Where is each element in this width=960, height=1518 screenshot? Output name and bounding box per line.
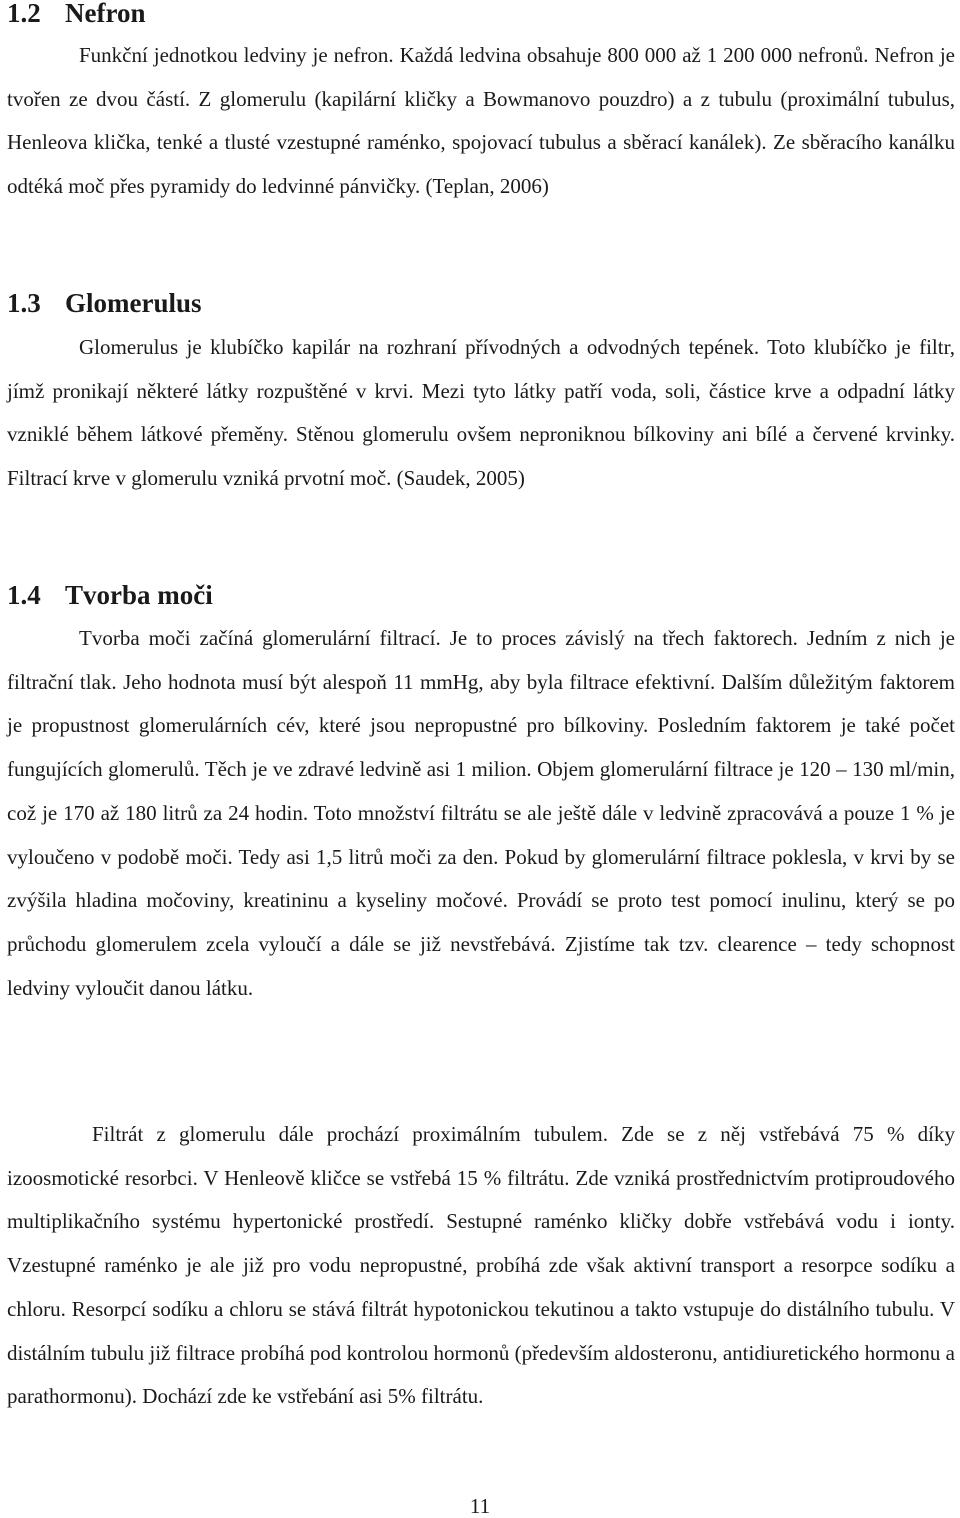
section-title: Glomerulus (65, 288, 202, 318)
section-number: 1.4 (7, 580, 41, 610)
section-title: Tvorba moči (65, 580, 213, 610)
page-number: 11 (469, 1494, 491, 1518)
section-heading-tvorba-moci (7, 580, 213, 610)
paragraph-tvorba-moci-1: Tvorba moči začíná glomerulární filtrací. Je to proces závislý na třech faktorech. Jedním z nich je filtrační tlak. Jeho hodnota musí být alespoň 11 mmHg, aby byla filtrace efektivní. Dalším důležitým faktorem je propustnost glomerulárních cév, které jsou nepropustné pro bílkoviny. Posledním faktorem je také počet fungujících glomerulů. Těch je ve zdravé ledvině asi 1 milion. Objem glomerulární filtrace je 120 – 130 ml/min, což je 170 až 180 litrů za 24 hodin. Toto množství filtrátu se ale ještě dále v ledvině zpracovává a pouze 1 % je vyloučeno v podobě moči. Tedy asi 1,5 litrů moči za den. Pokud by glomerulární filtrace poklesla, v krvi by se zvýšila hladina močoviny, kreatininu a kyseliny močové. Provádí se proto test pomocí inulinu, který se po průchodu glomerulem zcela vyloučí a dále se již nevstřebává. Zjistíme tak tzv. clearence – tedy schopnost ledviny vyloučit danou látku. (7, 626, 955, 1000)
section-heading-glomerulus (7, 288, 202, 318)
section-title: Nefron (65, 0, 146, 28)
section-number: 1.2 (7, 0, 41, 28)
paragraph-nefron: Funkční jednotkou ledviny je nefron. Každá ledvina obsahuje 800 000 až 1 200 000 nefronů. Nefron je tvořen ze dvou částí. Z glomerulu (kapilární kličky a Bowmanovo pouzdro) a z tubulu (proximální tubulus, Henleova klička, tenké a tlusté vzestupné raménko, spojovací tubulus a sběrací kanálek). Ze sběracího kanálku odtéká moč přes pyramidy do ledvinné pánvičky. (Teplan, 2006) (7, 43, 955, 199)
paragraph-glomerulus: Glomerulus je klubíčko kapilár na rozhraní přívodných a odvodných tepének. Toto klubíčko je filtr, jímž pronikají některé látky rozpuštěné v krvi. Mezi tyto látky patří voda, soli, částice krve a odpadní látky vzniklé během látkové přeměny. Stěnou glomerulu ovšem neproniknou bílkoviny ani bílé a červené krvinky. Filtrací krve v glomerulu vzniká prvotní moč. (Saudek, 2005) (7, 335, 955, 491)
section-heading-nefron (7, 0, 146, 28)
section-number: 1.3 (7, 288, 41, 318)
paragraph-tvorba-moci-2: Filtrát z glomerulu dále prochází proximálním tubulem. Zde se z něj vstřebává 75 % díky izoosmotické resorbci. V Henleově kličce se vstřebá 15 % filtrátu. Zde vzniká prostřednictvím protiproudového multiplikačního systému hypertonické prostředí. Sestupné raménko kličky dobře vstřebává vodu i ionty. Vzestupné raménko je ale již pro vodu nepropustné, probíhá zde však aktivní transport a resorpce sodíku a chloru. Resorpcí sodíku a chloru se stává filtrát hypotonickou tekutinou a takto vstupuje do distálního tubulu. V distálním tubulu již filtrace probíhá pod kontrolou hormonů (především aldosteronu, antidiuretického hormonu a parathormonu). Dochází zde ke vstřebání asi 5% filtrátu. (7, 1122, 955, 1409)
